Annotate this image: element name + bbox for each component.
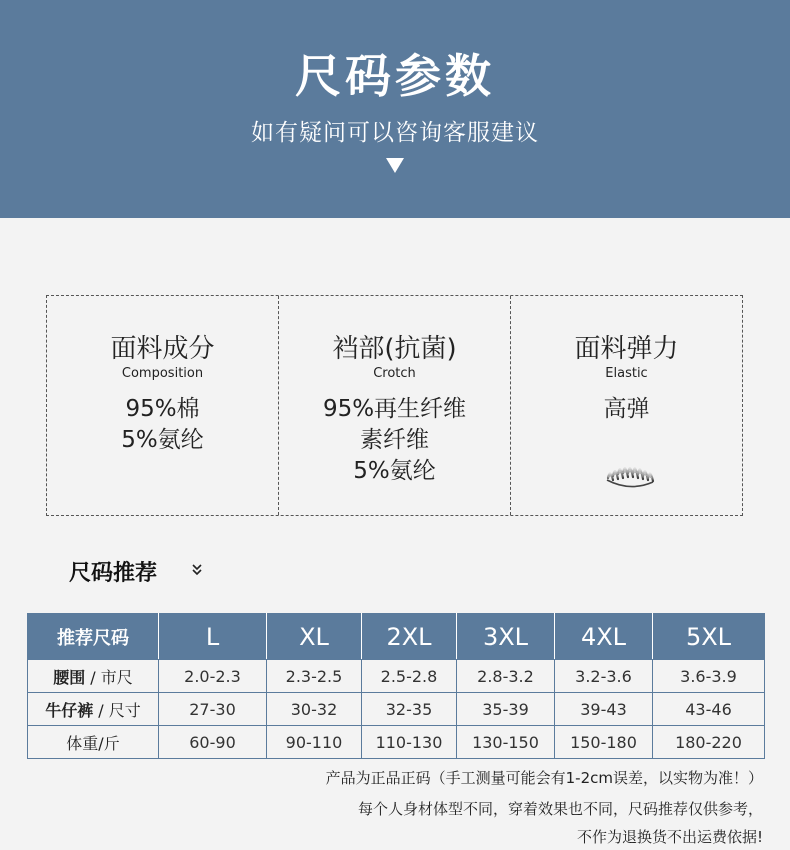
fabric-value: 高弹 <box>603 396 650 422</box>
table-cell: 150-180 <box>555 726 653 759</box>
table-cell: 90-110 <box>267 726 362 759</box>
table-row <box>28 726 765 759</box>
fabric-value: 素纤维 <box>360 427 429 453</box>
double-chevron-down-icon <box>191 563 203 577</box>
fabric-value: 5%氨纶 <box>353 458 436 484</box>
table-cell: 32-35 <box>362 693 457 726</box>
note-text: 不作为退换货不出运费依据! <box>576 828 763 846</box>
fabric-cell-subtitle: Composition <box>121 366 204 381</box>
row-label <box>28 726 159 759</box>
fabric-cell-values <box>279 394 510 487</box>
table-header-cell: 推荐尺码 <box>28 614 159 660</box>
table-header-cell: 5XL <box>653 614 765 660</box>
fabric-info-panel <box>46 295 743 516</box>
table-row <box>28 660 765 693</box>
down-triangle-icon <box>386 158 404 173</box>
table-cell: 2.5-2.8 <box>362 660 457 693</box>
note-text: 产品为正品正码（手工测量可能会有1-2cm误差，以实物为准！） <box>325 769 763 787</box>
row-label <box>28 693 159 726</box>
table-row <box>28 693 765 726</box>
table-cell: 60-90 <box>159 726 267 759</box>
table-header-cell: 3XL <box>457 614 555 660</box>
table-header-cell: L <box>159 614 267 660</box>
table-cell: 110-130 <box>362 726 457 759</box>
fabric-cell-values <box>47 394 278 456</box>
table-header-row <box>28 614 765 660</box>
fabric-cell-elastic <box>510 296 742 515</box>
table-cell: 39-43 <box>555 693 653 726</box>
header-banner <box>0 0 790 218</box>
fabric-value: 5%氨纶 <box>121 427 204 453</box>
page-title: 尺码参数 <box>295 49 495 103</box>
table-header-cell: 4XL <box>555 614 653 660</box>
table-header-cell: XL <box>267 614 362 660</box>
fabric-cell-values <box>511 394 742 425</box>
row-label-main: 体重/斤 <box>66 733 120 753</box>
table-cell: 180-220 <box>653 726 765 759</box>
fabric-cell-title: 面料弹力 <box>574 334 679 364</box>
table-cell: 3.6-3.9 <box>653 660 765 693</box>
table-cell: 27-30 <box>159 693 267 726</box>
fabric-cell-subtitle: Elastic <box>605 366 648 381</box>
fabric-cell-title: 面料成分 <box>110 334 215 364</box>
table-cell: 35-39 <box>457 693 555 726</box>
fabric-value: 95%再生纤维 <box>322 396 467 422</box>
row-label-main: 牛仔裤 <box>45 700 94 720</box>
fabric-value: 95%棉 <box>125 396 200 422</box>
page-subtitle: 如有疑问可以咨询客服建议 <box>251 120 539 146</box>
row-label-unit: / 尺寸 <box>93 700 141 720</box>
row-label <box>28 660 159 693</box>
fabric-cell-title: 裆部(抗菌) <box>332 334 457 364</box>
size-table <box>27 613 765 759</box>
fabric-cell-subtitle: Crotch <box>373 366 416 381</box>
note-text: 每个人身材体型不同，穿着效果也不同，尺码推荐仅供参考， <box>357 800 763 818</box>
table-cell: 30-32 <box>267 693 362 726</box>
table-cell: 43-46 <box>653 693 765 726</box>
row-label-unit: / 市尺 <box>85 667 133 687</box>
table-cell: 3.2-3.6 <box>555 660 653 693</box>
size-section-title: 尺码推荐 <box>69 561 158 586</box>
table-cell: 2.0-2.3 <box>159 660 267 693</box>
spring-icon <box>604 458 656 492</box>
row-label-main: 腰围 <box>53 667 86 687</box>
table-cell: 2.8-3.2 <box>457 660 555 693</box>
table-header-cell: 2XL <box>362 614 457 660</box>
table-cell: 2.3-2.5 <box>267 660 362 693</box>
fabric-cell-crotch <box>278 296 510 515</box>
fabric-cell-composition <box>47 296 278 515</box>
table-cell: 130-150 <box>457 726 555 759</box>
